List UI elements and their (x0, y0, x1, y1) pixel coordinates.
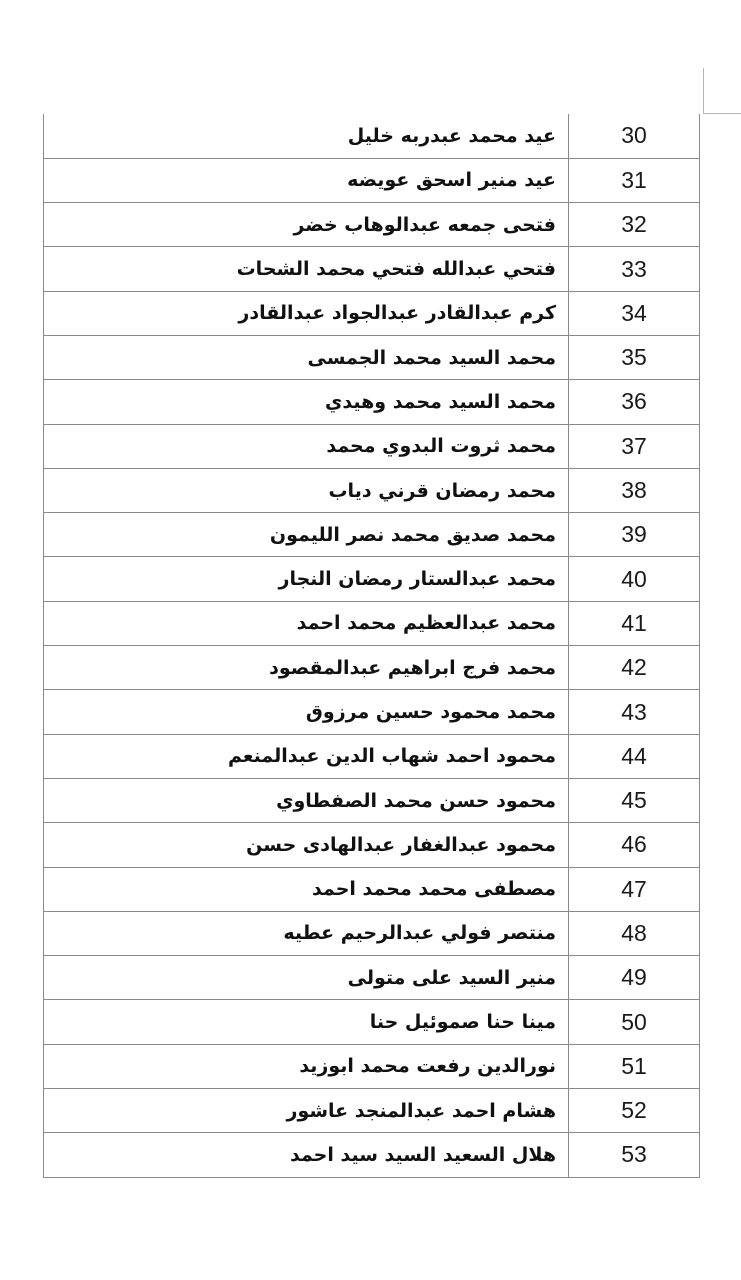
person-name-cell: عيد منير اسحق عويضه (44, 158, 569, 202)
row-number-cell: 37 (569, 424, 700, 468)
table-row (44, 646, 700, 690)
table-row (44, 690, 700, 734)
person-name-cell: نورالدين رفعت محمد ابوزيد (44, 1044, 569, 1088)
names-table-body (44, 114, 700, 1177)
row-number-cell: 48 (569, 911, 700, 955)
table-row (44, 557, 700, 601)
row-number-cell: 44 (569, 734, 700, 778)
person-name-cell: هشام احمد عبدالمنجد عاشور (44, 1089, 569, 1133)
table-row (44, 911, 700, 955)
page-corner-mark-horizontal (703, 113, 741, 114)
table-row (44, 158, 700, 202)
row-number-cell: 32 (569, 203, 700, 247)
person-name-cell: منير السيد على متولى (44, 956, 569, 1000)
row-number-cell: 41 (569, 601, 700, 645)
row-number-cell: 45 (569, 778, 700, 822)
row-number-cell: 47 (569, 867, 700, 911)
person-name-cell: كرم عبدالقادر عبدالجواد عبدالقادر (44, 291, 569, 335)
row-number-cell: 51 (569, 1044, 700, 1088)
person-name-cell: محمد صديق محمد نصر الليمون (44, 513, 569, 557)
table-row (44, 956, 700, 1000)
table-row (44, 1000, 700, 1044)
row-number-cell: 53 (569, 1133, 700, 1177)
person-name-cell: مصطفى محمد محمد احمد (44, 867, 569, 911)
row-number-cell: 30 (569, 114, 700, 158)
table-row (44, 823, 700, 867)
table-row (44, 424, 700, 468)
table-row (44, 778, 700, 822)
person-name-cell: محمد فرج ابراهيم عبدالمقصود (44, 646, 569, 690)
row-number-cell: 52 (569, 1089, 700, 1133)
row-number-cell: 31 (569, 158, 700, 202)
person-name-cell: فتحي عبدالله فتحي محمد الشحات (44, 247, 569, 291)
person-name-cell: محمود احمد شهاب الدين عبدالمنعم (44, 734, 569, 778)
table-row (44, 114, 700, 158)
person-name-cell: عيد محمد عبدربه خليل (44, 114, 569, 158)
row-number-cell: 34 (569, 291, 700, 335)
person-name-cell: محمد رمضان قرني دياب (44, 468, 569, 512)
table-row (44, 291, 700, 335)
person-name-cell: مينا حنا صموئيل حنا (44, 1000, 569, 1044)
table-row (44, 468, 700, 512)
table-row (44, 1044, 700, 1088)
row-number-cell: 43 (569, 690, 700, 734)
person-name-cell: محمود عبدالغفار عبدالهادى حسن (44, 823, 569, 867)
table-row (44, 1089, 700, 1133)
row-number-cell: 46 (569, 823, 700, 867)
row-number-cell: 33 (569, 247, 700, 291)
person-name-cell: محمد السيد محمد الجمسى (44, 335, 569, 379)
row-number-cell: 40 (569, 557, 700, 601)
table-row (44, 867, 700, 911)
row-number-cell: 49 (569, 956, 700, 1000)
row-number-cell: 35 (569, 335, 700, 379)
table-row (44, 734, 700, 778)
person-name-cell: هلال السعيد السيد سيد احمد (44, 1133, 569, 1177)
row-number-cell: 50 (569, 1000, 700, 1044)
row-number-cell: 42 (569, 646, 700, 690)
table-row (44, 513, 700, 557)
person-name-cell: محمد السيد محمد وهيدي (44, 380, 569, 424)
table-row (44, 1133, 700, 1177)
table-row (44, 247, 700, 291)
table-row (44, 380, 700, 424)
person-name-cell: محمد عبدالعظيم محمد احمد (44, 601, 569, 645)
page-corner-mark (703, 68, 704, 114)
person-name-cell: محمد عبدالستار رمضان النجار (44, 557, 569, 601)
row-number-cell: 36 (569, 380, 700, 424)
names-table (43, 114, 700, 1178)
table-row (44, 335, 700, 379)
row-number-cell: 39 (569, 513, 700, 557)
person-name-cell: محمد محمود حسين مرزوق (44, 690, 569, 734)
person-name-cell: محمود حسن محمد الصفطاوي (44, 778, 569, 822)
person-name-cell: فتحى جمعه عبدالوهاب خضر (44, 203, 569, 247)
person-name-cell: محمد ثروت البدوي محمد (44, 424, 569, 468)
person-name-cell: منتصر فولي عبدالرحيم عطيه (44, 911, 569, 955)
table-row (44, 203, 700, 247)
row-number-cell: 38 (569, 468, 700, 512)
table-row (44, 601, 700, 645)
